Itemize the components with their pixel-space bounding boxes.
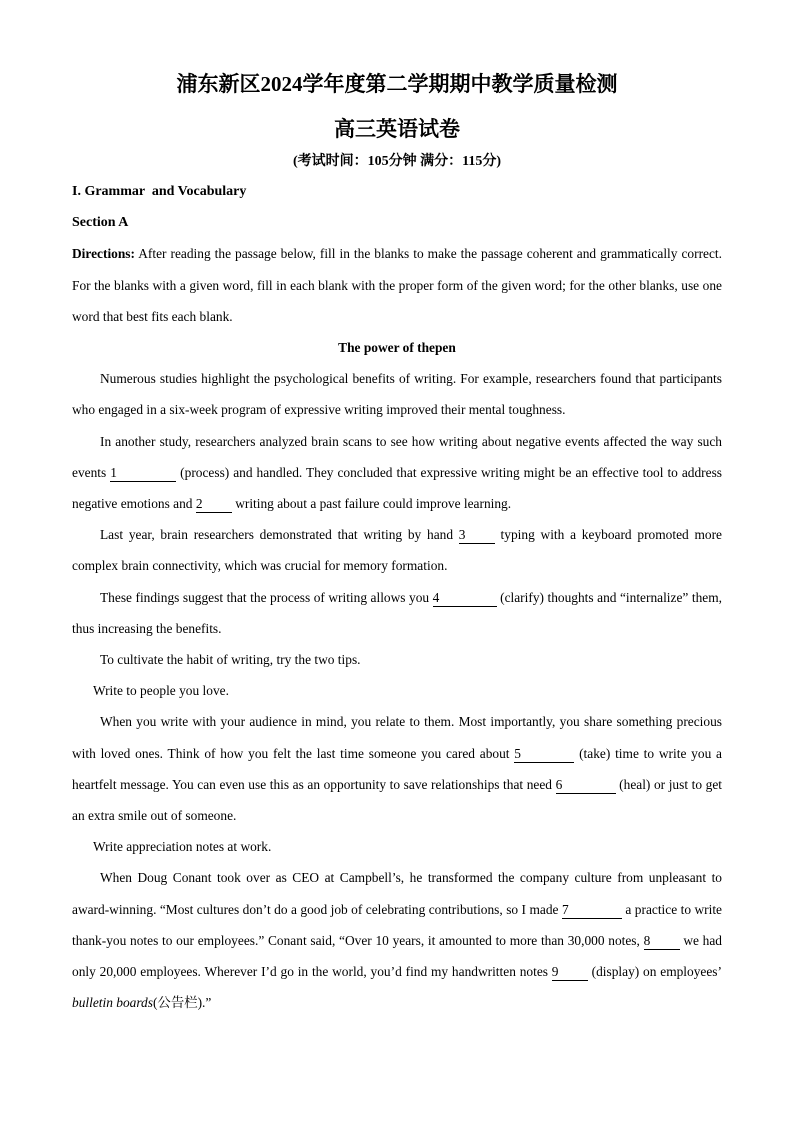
paragraph-5: To cultivate the habit of writing, try the two tips. (100, 652, 361, 668)
text-run: (process) and handled. They concluded that expressive writing might be an effective tool to address negative emotions and (72, 464, 722, 512)
exam-body (72, 176, 722, 1018)
blank-2[interactable]: 2 (196, 496, 232, 513)
text-run: (heal) or just to get an extra smile out of someone. (72, 776, 722, 824)
directions (72, 238, 722, 332)
blank-1[interactable]: 1 (110, 465, 176, 482)
text-run: (take) time to write you a heartfelt message. You can even use this as an opportunity to save relationships that need (72, 745, 722, 792)
section-heading: Section A (72, 215, 129, 231)
blank-4[interactable]: 4 (433, 590, 497, 607)
text-run: In another study, researchers analyzed brain scans to see how writing about negative events affected the way such events (72, 433, 722, 480)
paragraph-6 (72, 706, 722, 831)
directions-text: After reading the passage below, fill in the blanks to make the passage coherent and grammatically correct. For the blanks with a given word, fill in each blank with the proper form of the given word; for the other blanks, use one word that best fits each blank. (72, 246, 722, 324)
italic-term: bulletin boards (72, 995, 153, 1011)
exam-title: 浦东新区2024学年度第二学期期中教学质量检测 (176, 72, 618, 96)
exam-subtitle: 高三英语试卷 (334, 117, 460, 141)
paragraph-7 (72, 862, 722, 1018)
text-run: a practice to write thank-you notes to our employees.” Conant said, “Over 10 years, it amounted to more than 30,000 notes, (72, 901, 723, 948)
text-run: typing with a keyboard promoted more complex brain connectivity, which was crucial for memory formation. (72, 527, 722, 574)
blank-9[interactable]: 9 (552, 964, 588, 981)
tip-1: Write to people you love. (93, 683, 229, 699)
exam-info: (考试时间：105分钟 满分：115分) (292, 154, 502, 169)
text-run: (clarify) thoughts and “internalize” them, thus increasing the benefits. (72, 589, 722, 636)
paragraph-3 (72, 519, 722, 581)
text-run: (公告栏).” (152, 995, 212, 1011)
text-run: writing about a past failure could improve learning. (231, 496, 512, 512)
blank-7[interactable]: 7 (562, 902, 622, 919)
blank-8[interactable]: 8 (644, 933, 680, 950)
passage-title: The power of thepen (338, 340, 456, 356)
blank-5[interactable]: 5 (514, 746, 574, 763)
text-run: (display) on employees’ (587, 964, 722, 980)
paragraph-4 (72, 582, 722, 644)
directions-label: Directions: (72, 246, 135, 262)
text-run: When you write with your audience in mind, you relate to them. Most importantly, you share something precious with loved ones. Think of how you felt the last time someone you cared about (72, 714, 722, 761)
text-run: Last year, brain researchers demonstrated that writing by hand (100, 527, 459, 543)
text-run: When Doug Conant took over as CEO at Campbell’s, he transformed the company culture from unpleasant to award-winning. “Most cultures don’t do a good job of celebrating contributions, so I made (72, 870, 722, 917)
paragraph-2 (72, 426, 722, 520)
text-run: we had only 20,000 employees. Wherever I’d go in the world, you’d find my handwritten notes (72, 932, 722, 980)
blank-6[interactable]: 6 (556, 777, 616, 794)
tip-2: Write appreciation notes at work. (93, 839, 272, 855)
blank-3[interactable]: 3 (459, 527, 495, 544)
paragraph-1: Numerous studies highlight the psychological benefits of writing. For example, researchers found that participants who engaged in a six-week program of expressive writing improved their mental toughness. (72, 371, 722, 418)
part-heading: I. Grammar and Vocabulary (72, 184, 247, 199)
text-run: These findings suggest that the process of writing allows you (100, 589, 433, 605)
